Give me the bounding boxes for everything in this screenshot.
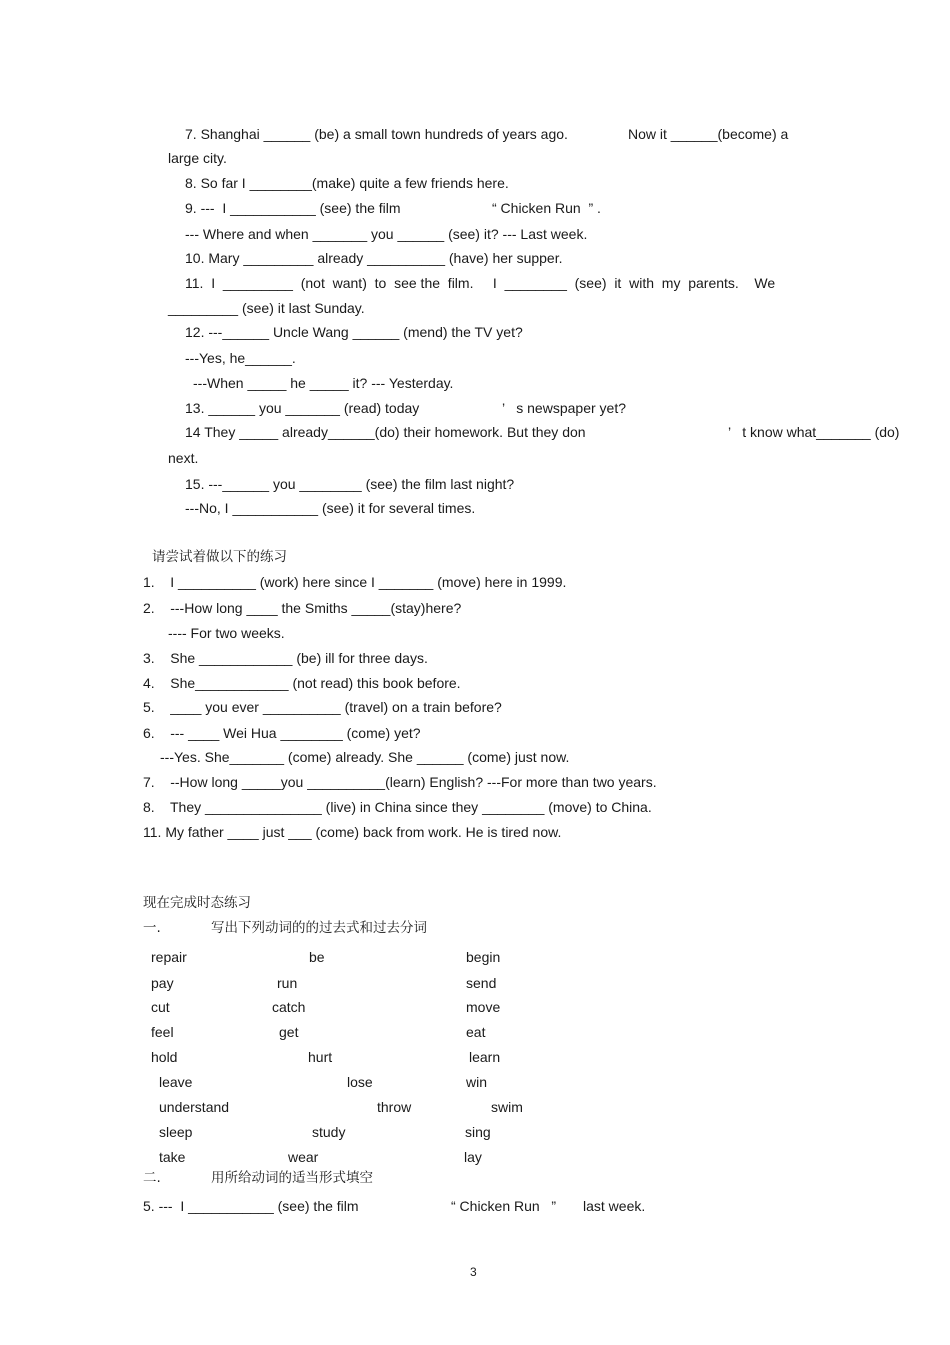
- verb-item: learn: [469, 1049, 501, 1065]
- part2-number: 二.: [143, 1170, 161, 1186]
- part2-instruction: 用所给动词的适当形式填空: [211, 1170, 373, 1186]
- part2-q5-film-title: “ Chicken Run ”: [451, 1198, 557, 1214]
- verb-item: lose: [347, 1074, 373, 1090]
- q14-text: 14 They _____ already______(do) their homework. But they don: [185, 424, 586, 440]
- verb-item: begin: [466, 949, 501, 965]
- q7-text-right: Now it ______(become) a: [628, 126, 789, 142]
- q7-continuation: large city.: [168, 150, 227, 166]
- practice-q1: 1. I __________ (work) here since I _______ (move) here in 1999.: [143, 574, 567, 590]
- verb-item: feel: [151, 1024, 174, 1040]
- verb-item: run: [277, 975, 298, 991]
- verb-item: throw: [377, 1099, 412, 1115]
- practice-q6: 6. --- ____ Wei Hua ________ (come) yet?: [143, 725, 421, 741]
- verb-item: understand: [159, 1099, 230, 1115]
- q11-continuation: _________ (see) it last Sunday.: [168, 300, 365, 316]
- part2-q5-end: last week.: [583, 1198, 646, 1214]
- verb-item: study: [312, 1124, 346, 1140]
- verb-item: get: [279, 1024, 299, 1040]
- practice-q3: 3. She ____________ (be) ill for three days.: [143, 650, 428, 666]
- verb-item: pay: [151, 975, 174, 991]
- verb-item: cut: [151, 999, 170, 1015]
- q12-text: 12. ---______ Uncle Wang ______ (mend) the TV yet?: [185, 324, 523, 340]
- q9-followup: --- Where and when _______ you ______ (see) it? --- Last week.: [185, 226, 588, 242]
- practice-q7: 7. --How long _____you __________(learn) English? ---For more than two years.: [143, 774, 657, 790]
- q12-answer: ---Yes, he______.: [185, 350, 296, 366]
- q9-film-title: “ Chicken Run ” .: [492, 200, 601, 216]
- verb-item: sing: [465, 1124, 491, 1140]
- q14-text-right: ’ t know what_______ (do): [728, 424, 900, 440]
- practice-q11: 11. My father ____ just ___ (come) back from work. He is tired now.: [143, 824, 562, 840]
- verb-item: lay: [464, 1149, 482, 1165]
- q13-text: 13. ______ you _______ (read) today: [185, 400, 420, 416]
- practice-q4: 4. She____________ (not read) this book before.: [143, 675, 461, 691]
- q7-text: 7. Shanghai ______ (be) a small town hundreds of years ago.: [185, 126, 568, 142]
- q10-text: 10. Mary _________ already __________ (have) her supper.: [185, 250, 563, 266]
- verb-item: catch: [272, 999, 306, 1015]
- verb-item: repair: [151, 949, 187, 965]
- q14-continuation: next.: [168, 450, 199, 466]
- verb-item: send: [466, 975, 497, 991]
- q9-text: 9. --- I ___________ (see) the film: [185, 200, 401, 216]
- q15-text: 15. ---______ you ________ (see) the film last night?: [185, 476, 515, 492]
- verb-item: swim: [491, 1099, 523, 1115]
- section-title: 现在完成时态练习: [143, 895, 251, 911]
- q8-text: 8. So far I ________(make) quite a few friends here.: [185, 175, 509, 191]
- q12-followup: ---When _____ he _____ it? --- Yesterday.: [193, 375, 454, 391]
- verb-item: hurt: [308, 1049, 333, 1065]
- verb-item: take: [159, 1149, 186, 1165]
- verb-item: wear: [288, 1149, 319, 1165]
- verb-item: sleep: [159, 1124, 193, 1140]
- verb-item: move: [466, 999, 501, 1015]
- practice-q6-answer: ---Yes. She_______ (come) already. She ______ (come) just now.: [160, 749, 570, 765]
- practice-q2: 2. ---How long ____ the Smiths _____(stay)here?: [143, 600, 462, 616]
- verb-item: be: [309, 949, 325, 965]
- verb-item: eat: [466, 1024, 486, 1040]
- q11-text: 11. I _________ (not want) to see the film. I ________ (see) it with my parents. We: [185, 275, 776, 291]
- q15-answer: ---No, I ___________ (see) it for several times.: [185, 500, 476, 516]
- part2-q5: 5. --- I ___________ (see) the film: [143, 1198, 359, 1214]
- practice-heading: 请尝试着做以下的练习: [152, 549, 287, 565]
- part1-number: 一.: [143, 920, 161, 936]
- practice-q8: 8. They _______________ (live) in China since they ________ (move) to China.: [143, 799, 652, 815]
- verb-item: hold: [151, 1049, 178, 1065]
- page-number: 3: [470, 1265, 477, 1279]
- practice-q2-answer: ---- For two weeks.: [168, 625, 285, 641]
- verb-item: win: [466, 1074, 488, 1090]
- part1-instruction: 写出下列动词的的过去式和过去分词: [211, 920, 427, 936]
- q13-text-right: ’ s newspaper yet?: [502, 400, 626, 416]
- practice-q5: 5. ____ you ever __________ (travel) on a train before?: [143, 699, 502, 715]
- verb-item: leave: [159, 1074, 193, 1090]
